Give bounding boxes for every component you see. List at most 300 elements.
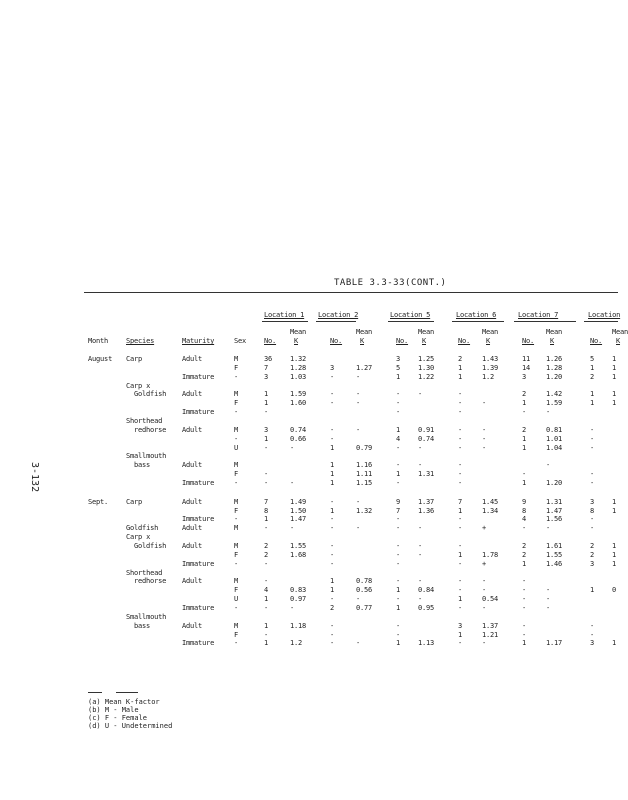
cell-l6n: - — [458, 639, 463, 648]
cell-l7k: - — [546, 595, 551, 604]
sex-header: Sex — [234, 337, 247, 345]
location-header: Location 6 — [456, 311, 497, 319]
cell-l1n: 1 — [264, 399, 269, 408]
cell-l1n: - — [264, 478, 269, 487]
cell-maturity: Immature — [182, 372, 215, 381]
cell-sex: M — [234, 390, 239, 399]
cell-l2k: - — [356, 497, 361, 506]
cell-l6n: - — [458, 542, 463, 550]
no-header: No. — [330, 337, 343, 345]
cell-l7n: 2 — [522, 542, 527, 550]
cell-sex: F — [234, 550, 239, 559]
cell-l5n: - — [396, 390, 401, 399]
location-header: Location 5 — [390, 311, 431, 319]
cell-l2k: - — [356, 399, 361, 408]
cell-sex: - — [234, 639, 239, 648]
cell-l6k: 1.43 — [482, 355, 499, 363]
location-rule — [262, 321, 308, 322]
cell-l5n: - — [396, 595, 401, 604]
cell-l1k: 1.50 — [290, 506, 307, 515]
cell-l1n: 7 — [264, 497, 269, 506]
cell-l7n: - — [522, 577, 527, 586]
footnotes — [88, 698, 172, 730]
maturity-header: Maturity — [182, 337, 215, 345]
cell-l7k: - — [546, 408, 551, 417]
k-header: K — [550, 337, 555, 345]
cell-l2k: - — [356, 372, 361, 381]
cell-species: Shorthead — [126, 416, 163, 425]
mean-header: Mean — [290, 328, 307, 336]
cell-l2n: - — [330, 639, 335, 648]
cell-l6k: + — [482, 524, 487, 533]
cell-l8k: 1 — [612, 372, 617, 381]
cell-maturity: Adult — [182, 355, 203, 363]
cell-l6k: - — [482, 434, 487, 443]
cell-species: bass — [134, 621, 151, 630]
cell-l8n: 8 — [590, 506, 595, 515]
cell-l6k: 0.54 — [482, 595, 499, 604]
cell-l1n: 1 — [264, 639, 269, 648]
cell-l5n: 7 — [396, 506, 401, 515]
cell-l5n: - — [396, 621, 401, 630]
cell-sex: U — [234, 595, 239, 604]
cell-l5n: - — [396, 630, 401, 639]
cell-sex: M — [234, 542, 239, 550]
cell-species: Goldfish — [126, 524, 159, 533]
cell-l1n: 1 — [264, 515, 269, 524]
cell-l5k: 0.84 — [418, 586, 435, 595]
cell-l7n: 2 — [522, 425, 527, 434]
cell-l6k: - — [482, 425, 487, 434]
cell-sex: - — [234, 408, 239, 417]
cell-l1k: 1.68 — [290, 550, 307, 559]
cell-maturity: Adult — [182, 425, 203, 434]
cell-month: August — [88, 355, 113, 363]
cell-l6k: - — [482, 586, 487, 595]
cell-l5k: 1.13 — [418, 639, 435, 648]
cell-l6n: 1 — [458, 363, 463, 372]
cell-species: Carp x — [126, 381, 151, 390]
cell-l2k: 0.56 — [356, 586, 373, 595]
cell-l7n: 9 — [522, 497, 527, 506]
cell-l5k: 1.37 — [418, 497, 435, 506]
cell-l2n: - — [330, 399, 335, 408]
cell-l7n: - — [522, 595, 527, 604]
page-number-side: 3-132 — [29, 462, 40, 493]
cell-l2k: - — [356, 390, 361, 399]
cell-l7k: 1.20 — [546, 478, 563, 487]
cell-l8k: 1 — [612, 497, 617, 506]
cell-l8n: 3 — [590, 497, 595, 506]
cell-l1k: 1.59 — [290, 390, 307, 399]
cell-sex: - — [234, 478, 239, 487]
cell-l7n: - — [522, 621, 527, 630]
cell-species: redhorse — [134, 425, 167, 434]
cell-maturity: Adult — [182, 461, 203, 470]
location-header: Location 1 — [264, 311, 305, 319]
cell-l7k: 1.42 — [546, 390, 563, 399]
cell-l2n: - — [330, 372, 335, 381]
cell-l8n: - — [590, 434, 595, 443]
footnote-rule — [88, 692, 102, 693]
cell-l5n: - — [396, 461, 401, 470]
cell-l6k: - — [482, 577, 487, 586]
mean-header: Mean — [612, 328, 628, 336]
cell-l1n: 1 — [264, 621, 269, 630]
cell-l8k: 1 — [612, 506, 617, 515]
cell-l5n: 5 — [396, 363, 401, 372]
cell-l5n: 3 — [396, 355, 401, 363]
cell-l8k: 1 — [612, 355, 617, 363]
cell-l6n: 2 — [458, 355, 463, 363]
cell-l5n: - — [396, 399, 401, 408]
cell-sex: M — [234, 621, 239, 630]
cell-maturity: Adult — [182, 542, 203, 550]
cell-l2n: - — [330, 390, 335, 399]
cell-l8n: 5 — [590, 355, 595, 363]
cell-l1k: 1.49 — [290, 497, 307, 506]
mean-header: Mean — [546, 328, 563, 336]
cell-l7n: 1 — [522, 399, 527, 408]
cell-l1n: 7 — [264, 363, 269, 372]
footnote-b: (b) M - Male — [88, 706, 139, 714]
cell-l6k: + — [482, 559, 487, 568]
cell-l1k: 0.97 — [290, 595, 307, 604]
cell-l2n: 1 — [330, 470, 335, 479]
location-rule — [388, 321, 434, 322]
cell-l5n: 1 — [396, 603, 401, 612]
cell-l7k: 1.46 — [546, 559, 563, 568]
cell-l1n: 1 — [264, 595, 269, 604]
cell-l2n: 1 — [330, 443, 335, 452]
k-header: K — [486, 337, 491, 345]
cell-species: Goldfish — [134, 390, 167, 399]
cell-l6n: - — [458, 461, 463, 470]
cell-l2k: - — [356, 595, 361, 604]
cell-l6n: - — [458, 443, 463, 452]
cell-l7k: 1.47 — [546, 506, 563, 515]
cell-l1k: - — [290, 478, 295, 487]
cell-l1k: - — [290, 603, 295, 612]
cell-l5n: 1 — [396, 372, 401, 381]
cell-l7k: 1.20 — [546, 372, 563, 381]
cell-l1n: - — [264, 603, 269, 612]
cell-l6k: - — [482, 603, 487, 612]
cell-l7n: 1 — [522, 639, 527, 648]
cell-l7k: 1.17 — [546, 639, 563, 648]
cell-sex: - — [234, 434, 239, 443]
cell-l7n: - — [522, 470, 527, 479]
cell-l5n: - — [396, 443, 401, 452]
cell-l8n: 3 — [590, 559, 595, 568]
cell-l6k: 1.21 — [482, 630, 499, 639]
cell-l5n: 1 — [396, 425, 401, 434]
cell-l5k: - — [418, 443, 423, 452]
cell-l6n: - — [458, 603, 463, 612]
cell-l5k: 0.74 — [418, 434, 435, 443]
cell-l6n: 1 — [458, 372, 463, 381]
cell-l7n: 14 — [522, 363, 531, 372]
cell-l8k: 1 — [612, 639, 617, 648]
cell-l7n: 1 — [522, 559, 527, 568]
cell-l5n: - — [396, 524, 401, 533]
cell-l1k: 1.60 — [290, 399, 307, 408]
cell-sex: F — [234, 586, 239, 595]
cell-l7n: 3 — [522, 372, 527, 381]
cell-l1k: - — [290, 443, 295, 452]
cell-l5k: - — [418, 461, 423, 470]
cell-l7k: 1.31 — [546, 497, 563, 506]
cell-l8k: 1 — [612, 542, 617, 550]
cell-sex: M — [234, 425, 239, 434]
cell-sex: M — [234, 497, 239, 506]
cell-sex: - — [234, 603, 239, 612]
cell-l8k: 1 — [612, 363, 617, 372]
cell-l2k: - — [356, 524, 361, 533]
cell-l5n: - — [396, 408, 401, 417]
cell-l1n: - — [264, 524, 269, 533]
cell-l8n: - — [590, 515, 595, 524]
cell-l7k: 1.28 — [546, 363, 563, 372]
cell-l6k: 1.78 — [482, 550, 499, 559]
cell-l5k: 1.22 — [418, 372, 435, 381]
cell-l6k: 1.2 — [482, 372, 495, 381]
cell-maturity: Immature — [182, 603, 215, 612]
cell-l8n: - — [590, 470, 595, 479]
cell-l2k: 1.16 — [356, 461, 373, 470]
cell-l2n: - — [330, 497, 335, 506]
cell-l5n: - — [396, 559, 401, 568]
cell-l2n: 1 — [330, 478, 335, 487]
cell-l2k: 1.32 — [356, 506, 373, 515]
footnote-d: (d) U - Undetermined — [88, 722, 173, 730]
cell-species: bass — [134, 461, 151, 470]
cell-sex: M — [234, 577, 239, 586]
cell-sex: F — [234, 506, 239, 515]
cell-l6k: 1.34 — [482, 506, 499, 515]
cell-l8n: - — [590, 524, 595, 533]
k-header: K — [360, 337, 365, 345]
cell-l1n: 3 — [264, 372, 269, 381]
cell-l8n: - — [590, 478, 595, 487]
cell-l7k: 0.81 — [546, 425, 563, 434]
cell-l5n: - — [396, 515, 401, 524]
cell-l5n: 1 — [396, 586, 401, 595]
location-header: Location 7 — [518, 311, 559, 319]
cell-month: Sept. — [88, 497, 109, 506]
cell-l8n: - — [590, 630, 595, 639]
cell-l5k: - — [418, 577, 423, 586]
cell-l2k: 1.27 — [356, 363, 373, 372]
cell-l2n: 3 — [330, 363, 335, 372]
cell-l5k: - — [418, 542, 423, 550]
cell-l8k: 1 — [612, 390, 617, 399]
cell-l7k: - — [546, 603, 551, 612]
cell-l5n: 4 — [396, 434, 401, 443]
cell-l2k: 1.11 — [356, 470, 373, 479]
cell-l8n: - — [590, 443, 595, 452]
cell-species: Smallmouth — [126, 612, 167, 621]
location-rule — [514, 321, 576, 322]
cell-l5n: - — [396, 478, 401, 487]
cell-l6k: 1.45 — [482, 497, 499, 506]
cell-l1n: 4 — [264, 586, 269, 595]
cell-l5n: - — [396, 550, 401, 559]
cell-l6n: 3 — [458, 621, 463, 630]
cell-l2n: 1 — [330, 586, 335, 595]
cell-maturity: Adult — [182, 577, 203, 586]
location-rule — [584, 321, 618, 322]
cell-l7n: - — [522, 524, 527, 533]
cell-l7n: 11 — [522, 355, 531, 363]
cell-l7n: - — [522, 603, 527, 612]
location-header: Location 2 — [318, 311, 359, 319]
cell-l6n: 1 — [458, 595, 463, 604]
cell-l2k: 1.15 — [356, 478, 373, 487]
cell-l6n: - — [458, 515, 463, 524]
cell-species: Shorthead — [126, 568, 163, 577]
cell-l7k: 1.59 — [546, 399, 563, 408]
cell-l6n: - — [458, 524, 463, 533]
cell-l2k: - — [356, 425, 361, 434]
cell-l7k: - — [546, 524, 551, 533]
cell-l6n: - — [458, 478, 463, 487]
cell-l6k: - — [482, 639, 487, 648]
cell-l1k: 1.55 — [290, 542, 307, 550]
cell-sex: F — [234, 399, 239, 408]
cell-l5k: 1.36 — [418, 506, 435, 515]
cell-l1k: 1.47 — [290, 515, 307, 524]
cell-l1n: 2 — [264, 550, 269, 559]
k-header: K — [294, 337, 299, 345]
cell-l7k: 1.55 — [546, 550, 563, 559]
cell-l6n: - — [458, 408, 463, 417]
cell-l5k: - — [418, 595, 423, 604]
cell-l2k: 0.78 — [356, 577, 373, 586]
cell-l1n: - — [264, 559, 269, 568]
cell-maturity: Adult — [182, 390, 203, 399]
cell-l2n: - — [330, 595, 335, 604]
mean-header: Mean — [482, 328, 499, 336]
cell-l6k: 1.39 — [482, 363, 499, 372]
cell-l6n: 1 — [458, 550, 463, 559]
cell-l7n: - — [522, 408, 527, 417]
cell-l5k: - — [418, 550, 423, 559]
cell-l7k: 1.61 — [546, 542, 563, 550]
cell-l2n: 1 — [330, 577, 335, 586]
cell-l6n: 7 — [458, 497, 463, 506]
footnote-c: (c) F - Female — [88, 714, 148, 722]
cell-l1n: 2 — [264, 542, 269, 550]
cell-species: Carp — [126, 355, 143, 363]
cell-l5n: - — [396, 542, 401, 550]
cell-l2k: - — [356, 639, 361, 648]
month-header: Month — [88, 337, 109, 345]
cell-l6k: 1.37 — [482, 621, 499, 630]
cell-maturity: Immature — [182, 559, 215, 568]
cell-l8n: 1 — [590, 586, 595, 595]
cell-l5n: 9 — [396, 497, 401, 506]
cell-l1n: - — [264, 443, 269, 452]
species-header: Species — [126, 337, 155, 345]
cell-maturity: Immature — [182, 408, 215, 417]
cell-l2n: - — [330, 630, 335, 639]
location-rule — [316, 321, 356, 322]
cell-l7n: 1 — [522, 434, 527, 443]
cell-l1k: 1.32 — [290, 355, 307, 363]
cell-l2k: 0.77 — [356, 603, 373, 612]
cell-l8k: 1 — [612, 550, 617, 559]
cell-l7k: 1.56 — [546, 515, 563, 524]
cell-l2n: - — [330, 434, 335, 443]
cell-l6n: - — [458, 390, 463, 399]
no-header: No. — [264, 337, 277, 345]
location-header: Location — [588, 311, 621, 319]
mean-header: Mean — [356, 328, 373, 336]
cell-l5k: 0.95 — [418, 603, 435, 612]
mean-header: Mean — [418, 328, 435, 336]
cell-l1k: 1.2 — [290, 639, 303, 648]
k-header: K — [616, 337, 621, 345]
cell-l7k: 1.04 — [546, 443, 563, 452]
cell-l8n: - — [590, 621, 595, 630]
cell-l1n: 36 — [264, 355, 273, 363]
cell-maturity: Immature — [182, 515, 215, 524]
cell-sex: M — [234, 461, 239, 470]
cell-sex: - — [234, 559, 239, 568]
cell-l2n: - — [330, 425, 335, 434]
cell-l5k: 1.31 — [418, 470, 435, 479]
cell-sex: M — [234, 524, 239, 533]
cell-l7n: 4 — [522, 515, 527, 524]
cell-l8n: 1 — [590, 399, 595, 408]
cell-species: redhorse — [134, 577, 167, 586]
cell-sex: F — [234, 470, 239, 479]
cell-maturity: Immature — [182, 639, 215, 648]
no-header: No. — [458, 337, 471, 345]
cell-l6n: - — [458, 559, 463, 568]
cell-l5k: - — [418, 524, 423, 533]
cell-l5n: - — [396, 577, 401, 586]
cell-l2n: 2 — [330, 603, 335, 612]
cell-sex: F — [234, 630, 239, 639]
cell-l7k: - — [546, 461, 551, 470]
cell-l2n: - — [330, 550, 335, 559]
cell-l1n: 1 — [264, 390, 269, 399]
cell-l1k: 1.28 — [290, 363, 307, 372]
cell-l2n: - — [330, 559, 335, 568]
cell-l1k: - — [290, 524, 295, 533]
footnote-a: (a) Mean K-factor — [88, 698, 160, 706]
cell-species: Goldfish — [134, 542, 167, 550]
cell-l2n: 1 — [330, 506, 335, 515]
cell-l1k: 1.18 — [290, 621, 307, 630]
cell-sex: M — [234, 355, 239, 363]
cell-sex: - — [234, 515, 239, 524]
cell-l2n: - — [330, 515, 335, 524]
cell-l8k: 1 — [612, 559, 617, 568]
cell-l8n: 1 — [590, 390, 595, 399]
cell-l6k: - — [482, 443, 487, 452]
cell-l5k: 1.25 — [418, 355, 435, 363]
cell-l7n: - — [522, 586, 527, 595]
cell-l2k: 0.79 — [356, 443, 373, 452]
top-rule — [84, 292, 618, 293]
cell-l7n: 1 — [522, 443, 527, 452]
cell-l1n: - — [264, 408, 269, 417]
cell-l6n: - — [458, 577, 463, 586]
cell-l5n: 1 — [396, 639, 401, 648]
